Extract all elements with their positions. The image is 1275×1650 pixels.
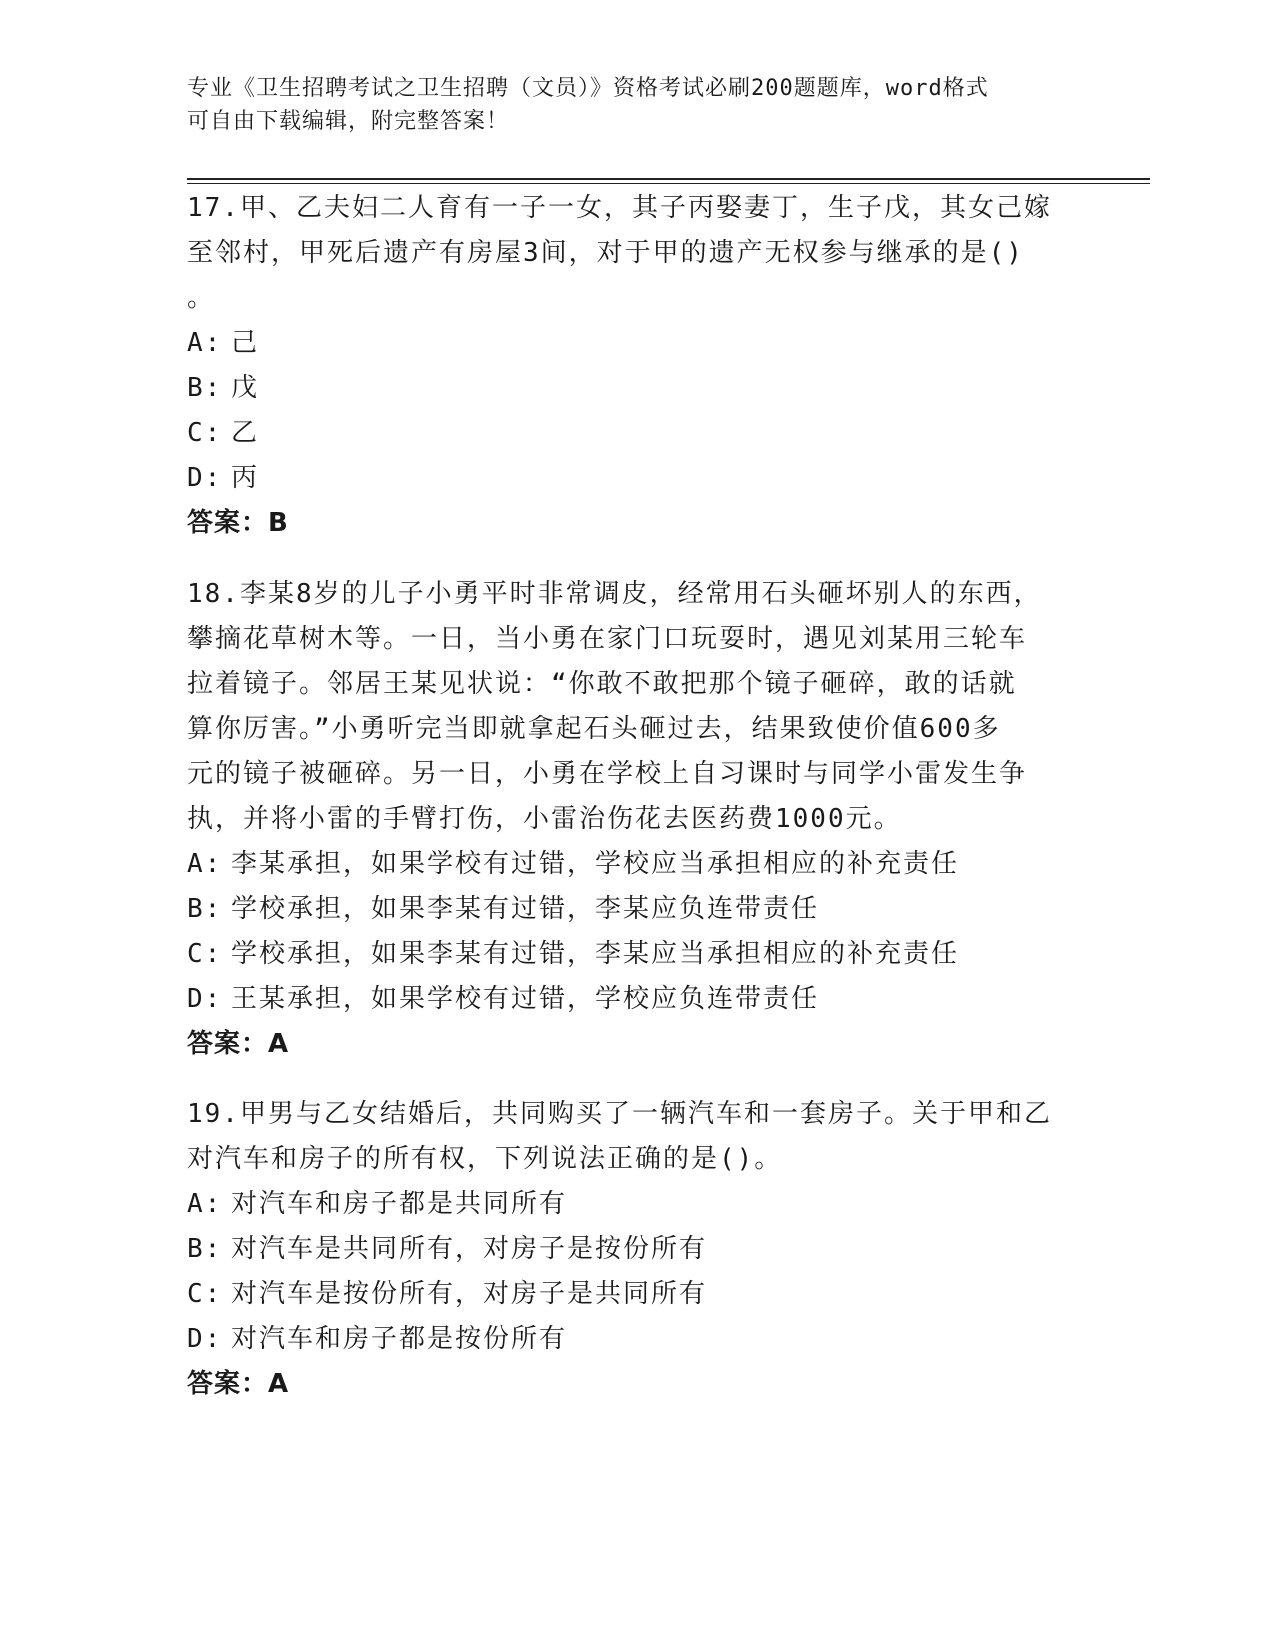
- option-key: B:: [187, 894, 223, 924]
- option-text: 丙: [231, 463, 260, 493]
- option-key: A:: [187, 849, 223, 879]
- option-key: A:: [187, 1189, 223, 1219]
- option-text: 对汽车和房子都是按份所有: [231, 1324, 568, 1354]
- option-key: B:: [187, 1234, 223, 1264]
- question-line: 至邻村，甲死后遗产有房屋3间，对于甲的遗产无权参与继承的是(): [187, 238, 1024, 268]
- option-text: 对汽车和房子都是共同所有: [231, 1189, 568, 1219]
- option-d: [187, 977, 1087, 1022]
- header-divider-thick: [187, 178, 1150, 180]
- option-c: [187, 411, 1087, 456]
- option-text: 对汽车是共同所有，对房子是按份所有: [231, 1234, 708, 1264]
- question-19: [187, 1092, 1087, 1407]
- option-text: 乙: [231, 418, 260, 448]
- question-line: 算你厉害。”小勇听完当即就拿起石头砸过去，结果致使价值600多: [187, 714, 1001, 744]
- option-key: D:: [187, 984, 223, 1014]
- option-a: [187, 321, 1087, 366]
- option-b: [187, 1227, 1087, 1272]
- question-line: 元的镜子被砸碎。另一日，小勇在学校上自习课时与同学小雷发生争: [187, 759, 1028, 789]
- option-text: 对汽车是按份所有，对房子是共同所有: [231, 1279, 708, 1309]
- option-b: [187, 366, 1087, 411]
- option-c: [187, 1272, 1087, 1317]
- question-line: 对汽车和房子的所有权，下列说法正确的是()。: [187, 1144, 783, 1174]
- option-key: B:: [187, 373, 223, 403]
- option-key: D:: [187, 1324, 223, 1354]
- header-line-2: 可自由下载编辑，附完整答案！: [187, 109, 510, 134]
- option-a: [187, 1182, 1087, 1227]
- option-c: [187, 932, 1087, 977]
- question-tail: 。: [187, 283, 214, 313]
- document-header: [187, 72, 1067, 138]
- question-line: 19.甲男与乙女结婚后，共同购买了一辆汽车和一套房子。关于甲和乙: [187, 1099, 1052, 1129]
- option-a: [187, 842, 1087, 887]
- option-key: C:: [187, 418, 223, 448]
- question-line: 拉着镜子。邻居王某见状说：“你敢不敢把那个镜子砸碎，敢的话就: [187, 669, 1017, 699]
- question-line: 18.李某8岁的儿子小勇平时非常调皮，经常用石头砸坏别人的东西，: [187, 579, 1042, 609]
- option-d: [187, 1317, 1087, 1362]
- option-key: C:: [187, 1279, 223, 1309]
- answer: 答案：A: [187, 1029, 290, 1059]
- option-key: D:: [187, 463, 223, 493]
- option-text: 学校承担，如果李某有过错，李某应当承担相应的补充责任: [231, 939, 960, 969]
- option-d: [187, 456, 1087, 501]
- header-line-1: 专业《卫生招聘考试之卫生招聘（文员）》资格考试必刷200题题库，word格式: [187, 76, 989, 101]
- option-text: 学校承担，如果李某有过错，李某应负连带责任: [231, 894, 820, 924]
- answer: 答案：A: [187, 1369, 290, 1399]
- question-line: 攀摘花草树木等。一日，当小勇在家门口玩耍时，遇见刘某用三轮车: [187, 624, 1028, 654]
- header-divider-thin: [187, 183, 1150, 184]
- option-b: [187, 887, 1087, 932]
- question-18: [187, 572, 1087, 1067]
- option-text: 李某承担，如果学校有过错，学校应当承担相应的补充责任: [231, 849, 960, 879]
- option-text: 己: [231, 328, 260, 358]
- answer: 答案：B: [187, 508, 289, 538]
- question-17: [187, 186, 1087, 546]
- option-key: A:: [187, 328, 223, 358]
- option-text: 王某承担，如果学校有过错，学校应负连带责任: [231, 984, 820, 1014]
- question-line: 执，并将小雷的手臂打伤，小雷治伤花去医药费1000元。: [187, 804, 902, 834]
- question-line: 17.甲、乙夫妇二人育有一子一女，其子丙娶妻丁，生子戊，其女己嫁: [187, 193, 1052, 223]
- option-text: 戊: [231, 373, 260, 403]
- option-key: C:: [187, 939, 223, 969]
